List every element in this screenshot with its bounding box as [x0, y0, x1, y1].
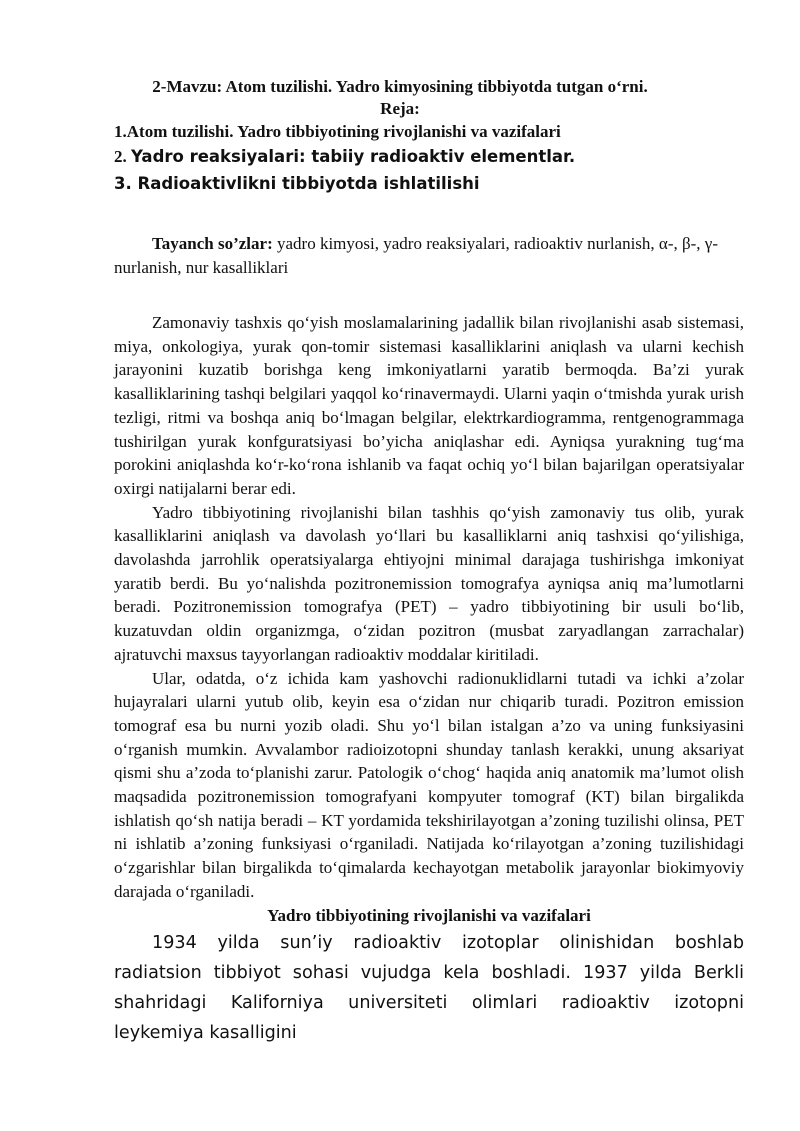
keywords-line	[114, 232, 744, 280]
plan-item-2-number: 2.	[114, 147, 127, 166]
document-title: 2-Mavzu: Atom tuzilishi. Yadro kimyosining tibbiyotda tutgan o‘rni.	[152, 77, 648, 96]
keywords-text: yadro kimyosi, yadro reaksiyalari, radioaktiv nurlanish, α-, β-, γ- nurlanish, nur kasalliklari	[114, 234, 718, 277]
paragraph-3: Ular, odatda, o‘z ichida kam yashovchi radionuklidlarni tutadi va ichki a’zolar hujayralari ularni yutub olib, keyin esa o‘zidan nur chiqarib turadi. Pozitron emission tomograf esa bu nurni yozib oladi. Shu yo‘l bilan istalgan a’zo va uning funksiyasini o‘rganish mumkin. Avvalambor radioizotopni shunday tanlash kerakki, unung aksariyat qismi shu a’zoda to‘planishi zarur. Patologik o‘chog‘ haqida aniq anatomik ma’lumot olish maqsadida pozitronemission tomografyani kompyuter tomograf (KT) bilan birgalikda ishlatish qo‘sh natija beradi – KT yordamida tekshirilayotgan a’zoning tuzilishi olinsa, PET ni ishlatib a’zoning funksiyasi o‘rganiladi. Natijada ko‘rilayotgan a’zoning tuzilishidagi o‘zgarishlar bilan birgalikda to‘qimalarda kechayotgan metabolik jarayonlar biokimyoviy darajada o‘rganiladi.	[114, 668, 744, 901]
paragraph-2: Yadro tibbiyotining rivojlanishi bilan tashhis qo‘yish zamonaviy tus olib, yurak kasalliklarini aniqlash va davolash yo‘llari bu kasalliklarni aniq tashxisi qo‘yilishiga, davolashda jarrohlik operatsiyalarga ehtiyojni minimal darajaga tushirishga imkoniyat yaratib berdi. Bu yo‘nalishda pozitronemission tomografya ayniqsa aniq ma’lumotlarni beradi. Pozitronemission tomografya (PET) – yadro tibbiyotining bir usuli bo‘lib, kuzatuvdan oldin organizmga, o‘zidan pozitron (musbat zaryadlangan zarrachalar) ajratuvchi maxsus tayyorlangan radioaktiv moddalar kiritiladi.	[114, 502, 744, 664]
section-heading: Yadro tibbiyotining rivojlanishi va vazifalari	[267, 905, 591, 925]
plan-item-3: 3. Radioaktivlikni tibbiyotda ishlatilishi	[114, 174, 480, 193]
keywords-label: Tayanch so’zlar:	[152, 234, 273, 253]
plan-item-1: 1.Atom tuzilishi. Yadro tibbiyotining rivojlanishi va vazifalari	[114, 122, 561, 141]
plan-heading: Reja:	[380, 99, 420, 118]
paragraph-1: Zamonaviy tashxis qo‘yish moslamalarining jadallik bilan rivojlanishi asab sistemasi, miya, onkologiya, yurak qon-tomir sistemasi kasalliklarini aniqlash va ularni kechish jarayonini kuzatib borishga keng imkoniyatlarni yaratib bermoqda. Ba’zi yurak kasalliklarining tashqi belgilari yaqqol ko‘rinavermaydi. Ularni yaqin o‘tmishda yurak urish tezligi, ritmi va boshqa aniq bo‘lmagan belgilar, elektrkardiogramma, rentgenogrammaga tushirilgan yurak konfguratsiyasi bo’yicha aniqlashar edi. Ayniqsa yurakning tug‘ma porokini aniqlashda ko‘r-ko‘rona ishlanib va faqat ochiq yo‘l bilan bajarilgan operatsiyalar oxirgi natijalarni berar edi.	[114, 313, 744, 498]
plan-item-2-text: Yadro reaksiyalari: tabiiy radioaktiv elementlar.	[131, 147, 576, 166]
section-paragraph: 1934 yilda sun’iy radioaktiv izotoplar olinishidan boshlab radiatsion tibbiyot sohasi vujudga kela boshladi. 1937 yilda Berkli shahridagi Kaliforniya universiteti olimlari radioaktiv izotopni leykemiya kasalligini	[114, 932, 744, 1043]
plan-item-2	[114, 144, 744, 170]
